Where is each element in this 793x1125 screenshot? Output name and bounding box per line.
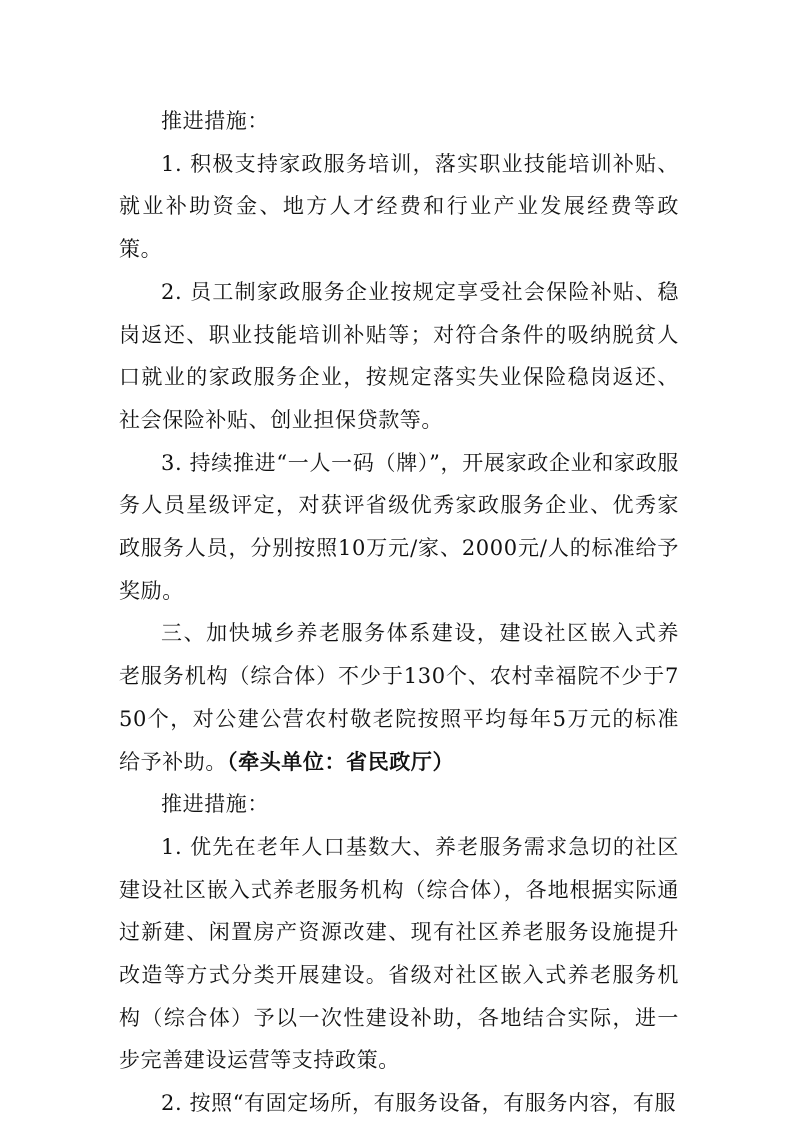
- lead-unit: （牵头单位：省民政厅）: [227, 748, 455, 774]
- section-three-text: 三、加快城乡养老服务体系建设，建设社区嵌入式养老服务机构（综合体）不少于130个、农村幸福院不少于750个，对公建公营农村敬老院按照平均每年5万元的标准给予补助。: [119, 621, 679, 774]
- document-body: [119, 100, 679, 1125]
- paragraph-section-three: [119, 612, 679, 783]
- paragraph-measure-3: 3. 持续推进“一人一码（牌）”，开展家政企业和家政服务人员星级评定，对获评省级优秀家政服务企业、优秀家政服务人员，分别按照10万元/家、2000元/人的标准给予奖励。: [119, 450, 679, 603]
- paragraph-measure-1b: 1. 优先在老年人口基数大、养老服务需求急切的社区建设社区嵌入式养老服务机构（综合体），各地根据实际通过新建、闲置房产资源改建、现有社区养老服务设施提升改造等方式分类开展建设。省级对社区嵌入式养老服务机构（综合体）予以一次性建设补助，各地结合实际，进一步完善建设运营等支持政策。: [119, 834, 679, 1073]
- paragraph-heading-measures: 推进措施：: [161, 109, 269, 133]
- paragraph-measure-2: 2. 员工制家政服务企业按规定享受社会保险补贴、稳岗返还、职业技能培训补贴等；对符合条件的吸纳脱贫人口就业的家政服务企业，按规定落实失业保险稳岗返还、社会保险补贴、创业担保贷款等。: [119, 279, 679, 432]
- paragraph-measure-1: 1. 积极支持家政服务培训，落实职业技能培训补贴、就业补助资金、地方人才经费和行业产业发展经费等政策。: [119, 151, 679, 262]
- paragraph-measure-2b: 2. 按照“有固定场所，有服务设备，有服务内容，有服: [161, 1091, 677, 1116]
- paragraph-heading-measures-2: 推进措施：: [161, 792, 269, 817]
